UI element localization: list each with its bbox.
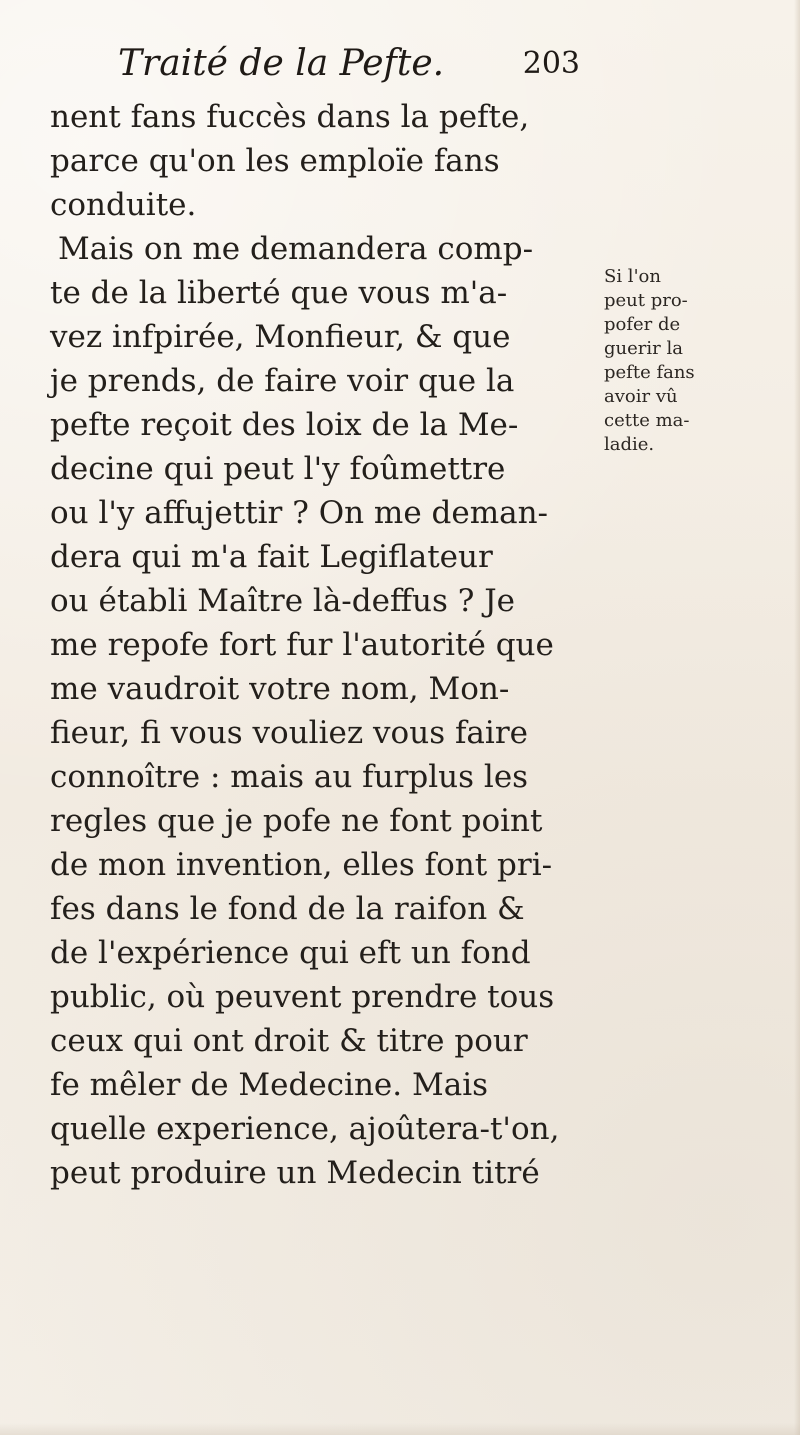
margin-note-line: Si l'on <box>604 266 661 287</box>
main-text-line: de l'expérience qui eft un fond <box>50 935 531 971</box>
main-text-line: ou établi Maître là-deffus ? Je <box>50 583 515 619</box>
main-text-line: ou l'y affujettir ? On me deman- <box>50 495 549 531</box>
margin-note-line: pofer de <box>604 314 681 335</box>
main-text-line: parce qu'on les emploïe fans <box>50 143 500 179</box>
margin-note-line: guerir la <box>604 338 683 359</box>
main-text-line: fes dans le fond de la raifon & <box>50 891 525 927</box>
margin-note-line: avoir vû <box>604 386 678 407</box>
main-text-line: pefte reçoit des loix de la Me- <box>50 407 519 443</box>
main-text-line: ceux qui ont droit & titre pour <box>50 1023 528 1059</box>
main-text-line: je prends, de faire voir que la <box>50 363 515 399</box>
main-text-line: de mon invention, elles font pri- <box>50 847 553 883</box>
main-text-line: dera qui m'a fait Legiflateur <box>50 539 493 575</box>
margin-note-line: peut pro- <box>604 290 688 311</box>
main-text-line: me repofe fort fur l'autorité que <box>50 627 554 663</box>
main-text-line: public, où peuvent prendre tous <box>50 979 555 1015</box>
paper-edge <box>794 0 800 1435</box>
main-text-line: regles que je pofe ne font point <box>50 803 543 839</box>
margin-note-line: ladie. <box>604 434 655 455</box>
main-text-line: fieur, fi vous vouliez vous faire <box>50 715 528 751</box>
margin-note-line: pefte fans <box>604 362 695 383</box>
main-text-line: vez infpirée, Monfieur, & que <box>50 319 511 355</box>
main-text-line: connoître : mais au furplus les <box>50 759 529 795</box>
main-text-line: conduite. <box>50 187 197 223</box>
page-number: 203 <box>522 46 580 81</box>
main-text-line: te de la liberté que vous m'a- <box>50 275 508 311</box>
main-text-line: me vaudroit votre nom, Mon- <box>50 671 510 707</box>
running-title: Traité de la Pefte. <box>118 43 445 84</box>
margin-note <box>604 265 788 457</box>
main-text-block <box>50 95 590 1195</box>
main-text-line: decine qui peut l'y foûmettre <box>50 451 506 487</box>
margin-note-line: cette ma- <box>604 410 690 431</box>
main-text-line: peut produire un Medecin titré <box>50 1155 540 1191</box>
paper-bottom-shadow <box>0 1423 800 1435</box>
main-text-line: nent fans fuccès dans la pefte, <box>50 99 530 135</box>
main-text-line: quelle experience, ajoûtera-t'on, <box>50 1111 560 1147</box>
main-text-line: Mais on me demandera comp- <box>58 231 534 267</box>
main-text-line: fe mêler de Medecine. Mais <box>50 1067 489 1103</box>
